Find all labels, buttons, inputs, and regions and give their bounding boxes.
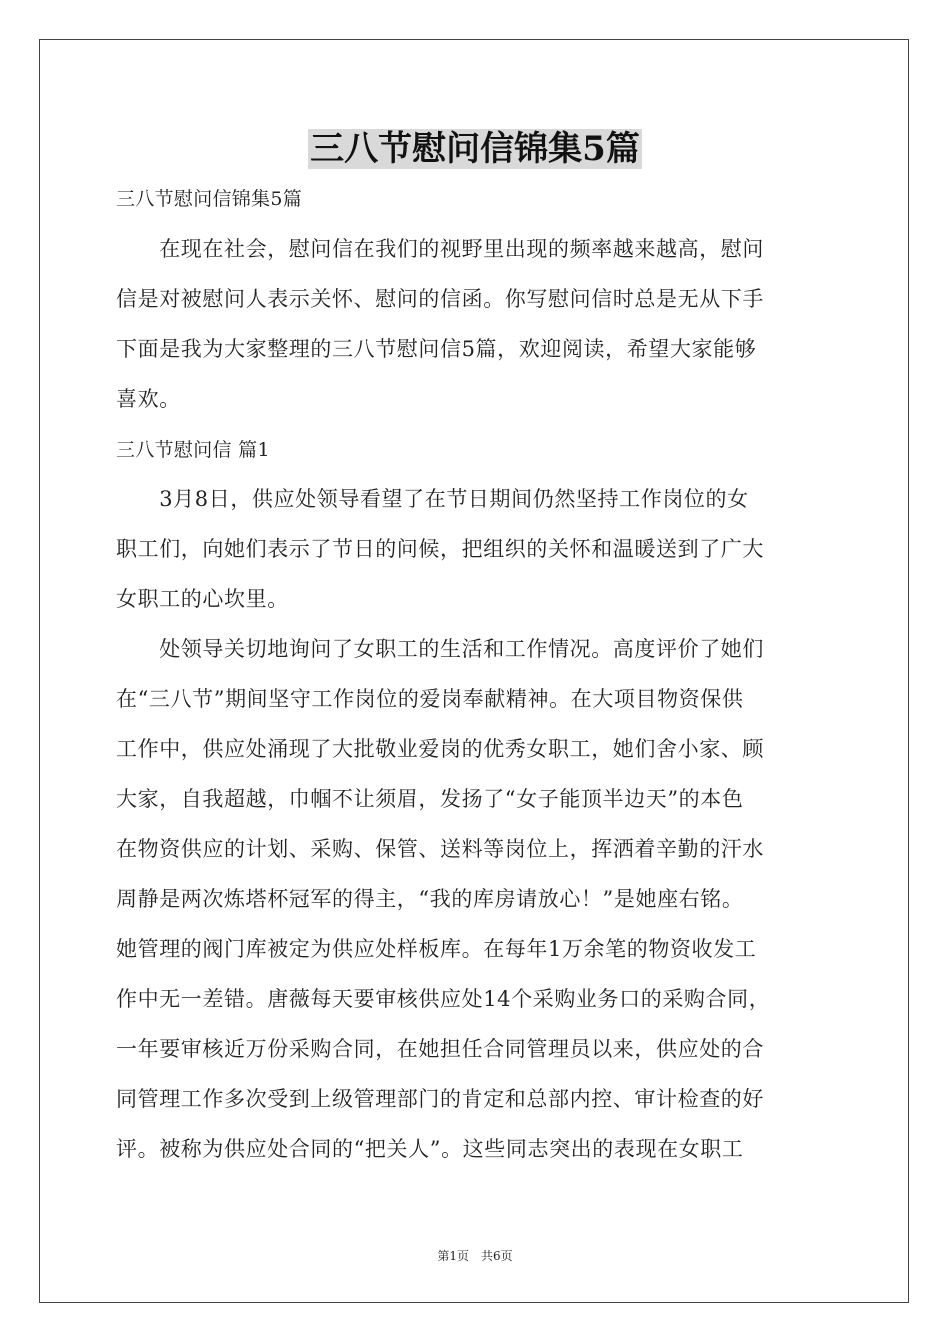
body-line: 女职工的心坎里。 (116, 587, 289, 611)
body-line: 一年要审核近万份采购合同，在她担任合同管理员以来，供应处的合 (116, 1037, 764, 1061)
section-heading: 三八节慰问信 篇1 (116, 439, 270, 461)
page-border (39, 39, 909, 1303)
subtitle-line: 三八节慰问信锦集5篇 (116, 188, 303, 210)
body-line: 喜欢。 (116, 387, 181, 411)
body-line: 评。被称为供应处合同的“把关人”。这些同志突出的表现在女职工 (116, 1137, 744, 1161)
body-line: 在现在社会，慰问信在我们的视野里出现的频率越来越高，慰问 (116, 237, 764, 261)
body-line: 职工们，向她们表示了节日的问候，把组织的关怀和温暖送到了广大 (116, 537, 764, 561)
body-line: 作中无一差错。唐薇每天要审核供应处14个采购业务口的采购合同， (116, 987, 771, 1011)
document-title: 三八节慰问信锦集5篇 (310, 129, 640, 169)
body-line: 处领导关切地询问了女职工的生活和工作情况。高度评价了她们 (116, 637, 764, 661)
body-line: 下面是我为大家整理的三八节慰问信5篇，欢迎阅读，希望大家能够 (116, 337, 757, 361)
body-line: 信是对被慰问人表示关怀、慰问的信函。你写慰问信时总是无从下手 (116, 287, 764, 311)
body-line: 工作中，供应处涌现了大批敬业爱岗的优秀女职工，她们舍小家、顾 (116, 737, 764, 761)
body-line: 她管理的阀门库被定为供应处样板库。在每年1万余笔的物资收发工 (116, 937, 757, 961)
body-line: 同管理工作多次受到上级管理部门的肯定和总部内控、审计检查的好 (116, 1087, 764, 1111)
body-line: 周静是两次炼塔杯冠军的得主，“我的库房请放心！”是她座右铭。 (116, 887, 744, 911)
body-line: 在物资供应的计划、采购、保管、送料等岗位上，挥洒着辛勤的汗水 (116, 837, 764, 861)
page-number-footer: 第1页 共6页 (437, 1249, 513, 1263)
body-line: 在“三八节”期间坚守工作岗位的爱岗奉献精神。在大项目物资保供 (116, 687, 744, 711)
body-line: 3月8日，供应处领导看望了在节日期间仍然坚持工作岗位的女 (116, 487, 749, 511)
body-line: 大家，自我超越，巾帼不让须眉，发扬了“女子能顶半边天”的本色 (116, 787, 744, 811)
